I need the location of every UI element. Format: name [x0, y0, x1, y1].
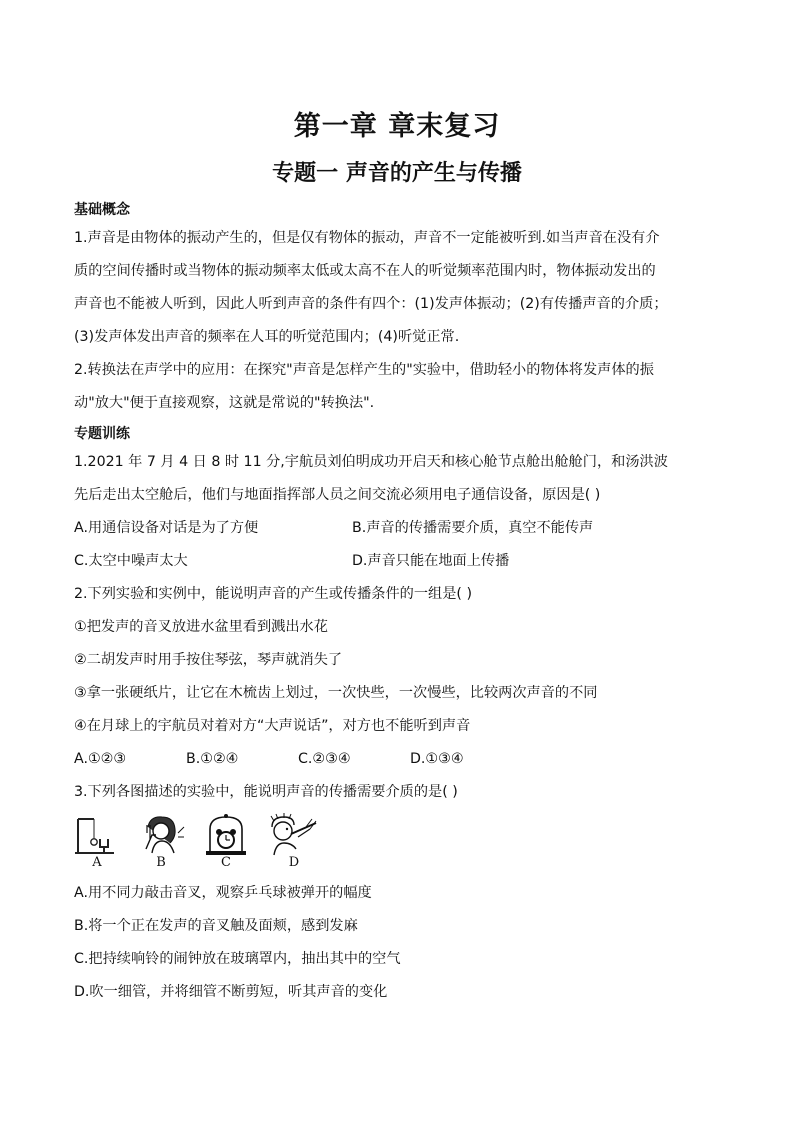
bell-jar-clock-figure	[204, 813, 248, 857]
q1-options-row	[74, 545, 724, 578]
q3-option-b: B.将一个正在发声的音叉触及面颊，感到发麻	[74, 918, 358, 934]
figure-label-b: B	[156, 855, 166, 870]
q2-item: ③拿一张硬纸片，让它在木梳齿上划过，一次快些，一次慢些，比较两次声音的不同	[74, 685, 598, 701]
q1-options-row	[74, 512, 724, 545]
basics-p1-line: 质的空间传播时或当物体的振动频率太低或太高不在人的听觉频率范围内时，物体振动发出的	[74, 263, 656, 279]
person-tuning-fork-figure	[138, 813, 186, 857]
q3-figures	[74, 809, 724, 877]
q1-option-c: C.太空中噪声太大	[74, 553, 188, 569]
training-heading: 专题训练	[74, 426, 130, 442]
figure-label-d: D	[288, 855, 300, 870]
q3-option-c: C.把持续响铃的闹钟放在玻璃罩内，抽出其中的空气	[74, 951, 401, 967]
topic-subtitle: 专题一 声音的产生与传播	[272, 161, 522, 186]
basics-p1-line: 1.声音是由物体的振动产生的，但是仅有物体的振动，声音不一定能被听到.如当声音在没有介	[74, 230, 660, 246]
q1-option-b: B.声音的传播需要介质，真空不能传声	[352, 520, 594, 536]
q3-option-a: A.用不同力敲击音叉，观察乒乓球被弹开的幅度	[74, 885, 372, 901]
q2-item: ④在月球上的宇航员对着对方“大声说话”，对方也不能听到声音	[74, 718, 471, 734]
q1-option-a: A.用通信设备对话是为了方便	[74, 520, 259, 536]
figure-label-c: C	[221, 855, 231, 870]
q2-stem: 2.下列实验和实例中，能说明声音的产生或传播条件的一组是( )	[74, 586, 472, 602]
content-body	[74, 198, 724, 1009]
q1-stem-line: 先后走出太空舱后，他们与地面指挥部人员之间交流必须用电子通信设备，原因是( )	[74, 487, 601, 503]
q2-option-b: B.①②④	[186, 751, 239, 767]
q2-option-d: D.①③④	[410, 751, 464, 767]
basics-p1-line: (3)发声体发出声音的频率在人耳的听觉范围内；(4)听觉正常.	[74, 329, 460, 345]
basics-p2-line: 2.转换法在声学中的应用：在探究"声音是怎样产生的"实验中，借助轻小的物体将发声体的振	[74, 362, 654, 378]
basics-p2-line: 动"放大"便于直接观察，这就是常说的"转换法".	[74, 395, 375, 411]
q2-option-c: C.②③④	[298, 751, 351, 767]
chapter-title: 第一章 章末复习	[293, 111, 501, 142]
person-blowing-tube-figure	[264, 813, 322, 857]
q1-option-d: D.声音只能在地面上传播	[352, 553, 510, 569]
basics-heading: 基础概念	[74, 202, 130, 218]
basics-p1-line: 声音也不能被人听到，因此人听到声音的条件有四个：(1)发声体振动；(2)有传播声音的介质；	[74, 296, 668, 312]
tuning-fork-ball-figure	[74, 813, 118, 857]
q3-option-d: D.吹一细管，并将细管不断剪短，听其声音的变化	[74, 984, 388, 1000]
q1-stem-line: 1.2021 年 7 月 4 日 8 时 11 分,宇航员刘伯明成功开启天和核心舱节点舱出舱舱门，和汤洪波	[74, 454, 668, 470]
figure-label-a: A	[92, 855, 102, 870]
q2-item: ①把发声的音叉放进水盆里看到溅出水花	[74, 619, 328, 635]
q2-item: ②二胡发声时用手按住琴弦，琴声就消失了	[74, 652, 343, 668]
q3-stem: 3.下列各图描述的实验中，能说明声音的传播需要介质的是( )	[74, 784, 458, 800]
q2-options-row	[74, 743, 724, 776]
q2-option-a: A.①②③	[74, 751, 127, 767]
